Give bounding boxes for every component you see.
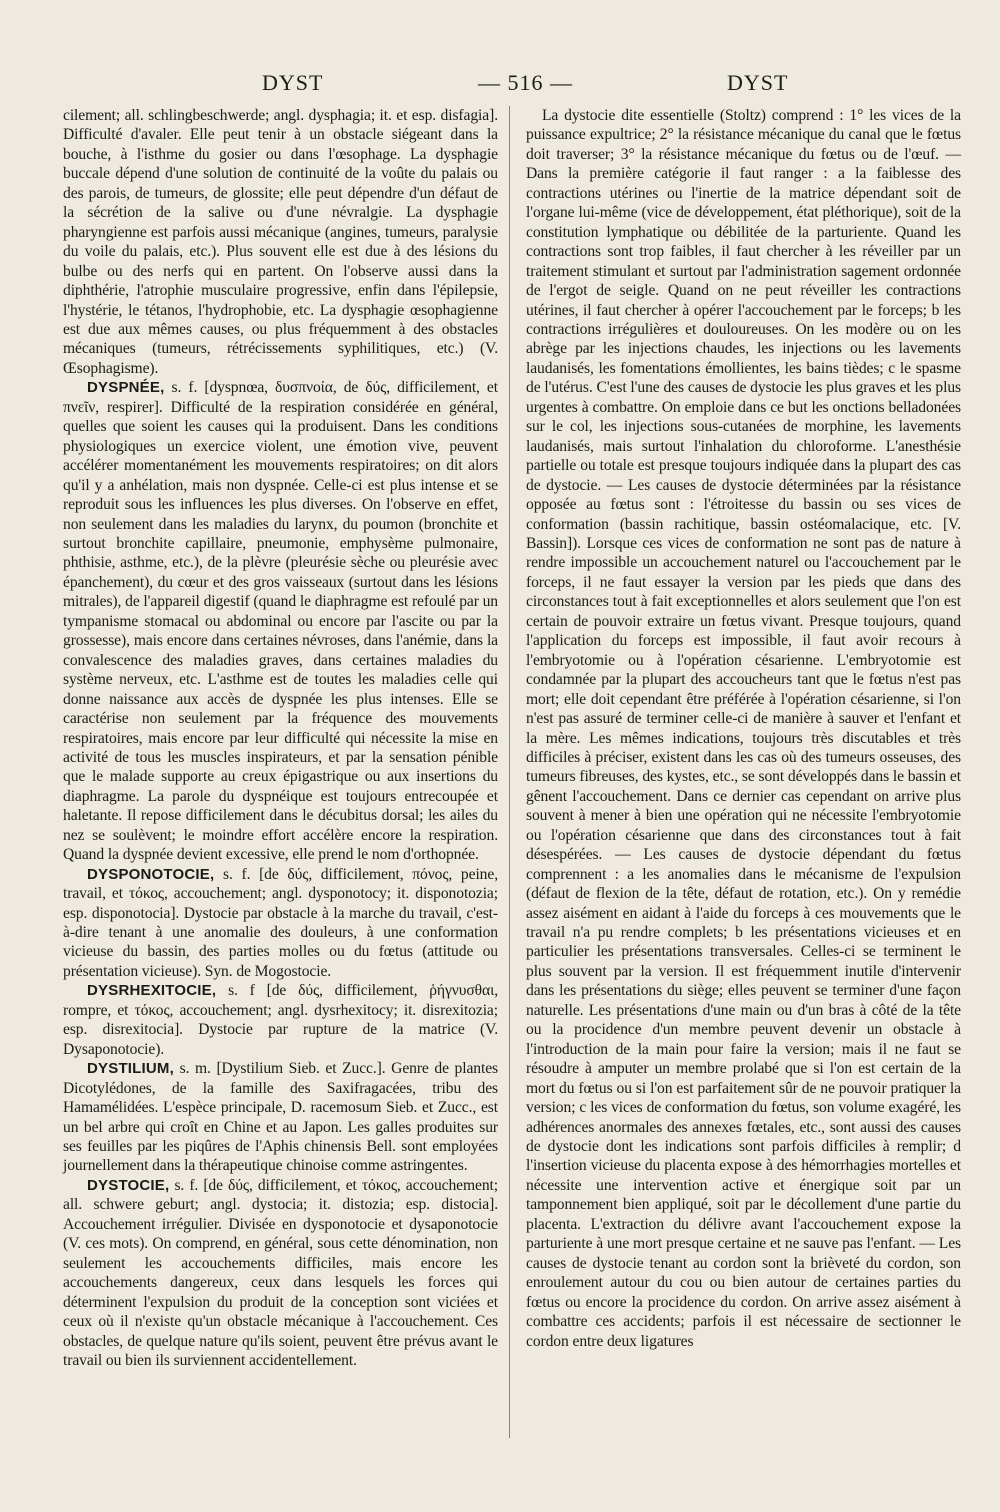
left-column xyxy=(63,106,498,1370)
right-column xyxy=(526,106,961,1351)
entry-text: s. f. [de δύς, difficilement, πόνος, peine, travail, et τόκος, accouchement; angl. dysponotocy; it. disponotozia; esp. disponotocia]. Dystocie par obstacle à la marche du travail, c'est-à-dire tenant à une anomalie des douleurs, à une conformation vicieuse du bassin, des parties molles ou du fœtus (attitude ou présentation vicieuse). Syn. de Mogostocie. xyxy=(63,865,498,980)
running-header xyxy=(0,70,1000,110)
entry-dysrhexitocie xyxy=(63,981,498,1059)
header-right-word: DYST xyxy=(727,70,789,95)
entry-text: s. f [de δύς, difficilement, ῥήγνυσθαι, rompre, et τόκος, accouchement; angl. dysrhexitocy; it. disrexitozia; esp. disrexitocia]. Dystocie par rupture de la matrice (V. Dysaponotocie). xyxy=(63,982,498,1058)
entry-headword: DYSRHEXITOCIE, xyxy=(87,982,217,1000)
entry-dysponotocie xyxy=(63,865,498,982)
entry-dystilium xyxy=(63,1059,498,1176)
header-left-word: DYST xyxy=(262,70,324,95)
entry-dystocie xyxy=(63,1176,498,1371)
paragraph-dystocie-essentielle xyxy=(526,106,961,1351)
entry-headword: DYSTILIUM, xyxy=(87,1060,174,1078)
paragraph-text: La dystocie dite essentielle (Stoltz) comprend : 1° les vices de la puissance expultrice; 2° la résistance mécanique du canal que le fœtus doit traverser; 3° la résistance mécanique du fœtus ou de l'œuf. — Dans la première catégorie il faut ranger : a la faiblesse des contractions utérines ou l'inertie de la matrice dépendant soit de l'organe lui-même (vice de développement, état pléthorique), soit de la constitution lymphatique ou débilitée de la parturiente. Quand les contractions sont trop faibles, il faut chercher à les réveiller par un traitement stimulant et surtout par l'administration sagement ordonnée de l'ergot de seigle. Quand on ne peut réveiller les contractions utérines, il faut chercher à opérer l'accouchement par le forceps; b les contractions irrégulières et douloureuses. On les modère ou on les abrège par les injections chaudes, les injections ou les lavements laudanisés, les fomentations émollientes, les bains tièdes; c le spasme de l'utérus. C'est l'une des causes de dystocie les plus graves et les plus urgentes à combattre. On emploie dans ce but les onctions belladonées sur le col, les injections sous-cutanées de morphine, les lavements laudanisés, mais surtout l'inhalation du chloroforme. L'anesthésie partielle ou totale est presque toujours indiquée dans la plupart des cas de dystocie. — Les causes de dystocie déterminées par la résistance opposée au fœtus sont : l'étroitesse du bassin ou ses vices de conformation (bassin rachitique, bassin ostéomalacique, etc. [V. Bassin]). Lorsque ces vices de conformation ne sont pas de nature à rendre impossible un accouchement naturel ou l'accouchement par le forceps, il ne faut essayer la version par les pieds que dans des circonstances tout à fait exceptionnelles et alors seulement que l'on est certain de pouvoir extraire un fœtus vivant. Presque toujours, quand l'application du forceps est impossible, il faut avoir recours à l'embryotomie ou à l'opération césarienne. L'embryotomie est condamnée par la plupart des accoucheurs tant que le fœtus n'est pas mort; elle doit cependant être préférée à l'opération césarienne, si l'on n'est pas assuré de terminer celle-ci de manière à sauver et l'enfant et la mère. Les mêmes indications, toujours très discutables et très difficiles à préciser, existent dans les cas où des tumeurs osseuses, des tumeurs fibreuses, des kystes, etc., se sont développés dans le bassin et gênent l'accouchement. Dans ce dernier cas cependant on arrive plus souvent à mener à bien une opération qui ne nécessite l'embryotomie ou l'opération césarienne que dans des circonstances tout à fait désespérées. — Les causes de dystocie dépendant du fœtus comprennent : a les anomalies dans le mécanisme de l'expulsion (défaut de flexion de la tête, défaut de rotation, etc.). On y remédie assez aisément en aidant à l'aide du forceps à ces mouvements que le travail n'a pu rendre complets; b les présentations vicieuses et en particulier les présentations transversales. Celles-ci se terminent le plus souvent par la version. Il est fréquemment inutile d'intervenir dans les présentations du siège; elles peuvent se terminer d'une façon naturelle. Les présentations d'une main ou d'un bras à côté de la tête ou la procidence d'un membre peuvent devenir un obstacle à l'introduction de la main pour faire la version; mais il ne faut se résoudre à amputer un membre prolabé que si l'on est certain de la mort du fœtus ou si l'on est parfaitement sûr de ne pouvoir pratiquer la version; c les vices de conformation du fœtus, son volume exagéré, les adhérences anormales des annexes fœtales, etc., sont aussi des causes de dystocie dont les indications sont parfois difficiles à remplir; d l'insertion vicieuse du placenta expose à des hémorrhagies mortelles et nécessite une intervention active et énergique soit par un tamponnement bien appliqué, soit par le décollement d'une partie du placenta. L'extraction du délivre avant l'accouchement expose la parturiente à une mort presque certaine et ne sauve pas l'enfant. — Les causes de dystocie tenant au cordon sont la brièveté du cordon, son enroulement autour du cou ou bien autour de certaines parties du fœtus ou encore la procidence du cordon. On arrive assez aisément à combattre ces accidents; parfois il est nécessaire de sectionner le cordon entre deux ligatures xyxy=(526,107,961,1350)
entry-text: s. m. [Dystilium Sieb. et Zucc.]. Genre de plantes Dicotylédones, de la famille des Saxifragacées, tribu des Hamamélidées. L'espèce principale, D. racemosum Sieb. et Zucc., est un bel arbre qui croît en Chine et au Japon. Les galles produites sur ses feuilles par les piqûres de l'Aphis chinensis Bell. sont employées journellement dans la thérapeutique chinoise comme astringentes. xyxy=(63,1060,498,1175)
column-divider xyxy=(509,106,510,1438)
page-number: — 516 — xyxy=(478,70,573,95)
paragraph-text: cilement; all. schlingbeschwerde; angl. dysphagia; it. et esp. disfagia]. Difficulté d'avaler. Elle peut tenir à un obstacle siégeant dans la bouche, à l'isthme du gosier ou dans l'œsophage. La dysphagie buccale dépend d'une solution de continuité de la voûte du palais ou des parois, de tumeurs, de glossite; elle peut dépendre d'un défaut de la sécrétion de la salive ou d'une névralgie. La dysphagie pharyngienne est parfois aussi mécanique (angines, tumeurs, paralysie du voile du palais, etc.). Plus souvent elle est due à des lésions du bulbe ou des nerfs qui en partent. On l'observe aussi dans la diphthérie, l'atrophie musculaire progressive, enfin dans l'épilepsie, l'hystérie, le tétanos, l'hydrophobie, etc. La dysphagie œsophagienne est due aux mêmes causes, ou plus fréquemment à des obstacles mécaniques (tumeurs, rétrécissements syphilitiques, etc.) (V. Œsophagisme). xyxy=(63,107,498,377)
entry-text: s. f. [de δύς, difficilement, et τόκος, accouchement; all. schwere geburt; angl. dystocia; it. distozia; esp. distocia]. Accouchement irrégulier. Divisée en dysponotocie et dysaponotocie (V. ces mots). On comprend, en général, sous cette dénomination, non seulement les accouchements difficiles, mais encore les accouchements dangereux, ceux dans lesquels les forces qui déterminent l'expulsion du produit de la conception sont viciées et ceux où il n'existe qu'un obstacle mécanique à l'accouchement. Ces obstacles, de quelque nature qu'ils soient, peuvent être prévus avant le travail ou bien ils surviennent accidentellement. xyxy=(63,1176,498,1369)
entry-dyspnee xyxy=(63,378,498,864)
entry-headword: DYSPONOTOCIE, xyxy=(87,865,215,883)
entry-headword: DYSTOCIE, xyxy=(87,1176,170,1194)
paragraph-continued xyxy=(63,106,498,378)
entry-headword: DYSPNÉE, xyxy=(87,379,165,397)
entry-text: s. f. [dyspnœa, δυσπνοία, de δύς, difficilement, et πνεῖν, respirer]. Difficulté de la respiration considérée en général, quelles que soient les causes qui la produisent. Dans les conditions physiologiques un exercice violent, une émotion vive, peuvent accélérer momentanément les mouvements respiratoires; on dit alors qu'il y a anhélation, mais non dyspnée. Celle-ci est plus intense et se reproduit sous les influences les plus diverses. On l'observe en effet, non seulement dans les maladies du larynx, du poumon (bronchite et surtout bronchite capillaire, pneumonie, emphysème pulmonaire, phthisie, asthme, etc.), de la plèvre (pleurésie sèche ou pleurésie avec épanchement), du cœur et des gros vaisseaux (surtout dans les lésions mitrales), de l'appareil digestif (quand le diaphragme est refoulé par un tympanisme stomacal ou abdominal ou encore par l'ascite ou par la grossesse), mais encore dans certaines névroses, dans l'anémie, dans la convalescence des maladies graves, dans certaines maladies du système nerveux, etc. L'asthme est de toutes les maladies celle qui donne naissance aux accès de dyspnée les plus intenses. Elle se caractérise non seulement par la fréquence des mouvements respiratoires, mais encore par leur difficulté qui nécessite la mise en activité de tous les muscles inspirateurs, et par la sensation pénible que le malade supporte au creux épigastrique ou aux insertions du diaphragme. La parole du dyspnéique est toujours entrecoupée et haletante. Il repose difficilement dans le décubitus dorsal; les ailes du nez se soulèvent; le moindre effort accélère encore la respiration. Quand la dyspnée devient excessive, elle prend le nom d'orthopnée. xyxy=(63,379,498,864)
